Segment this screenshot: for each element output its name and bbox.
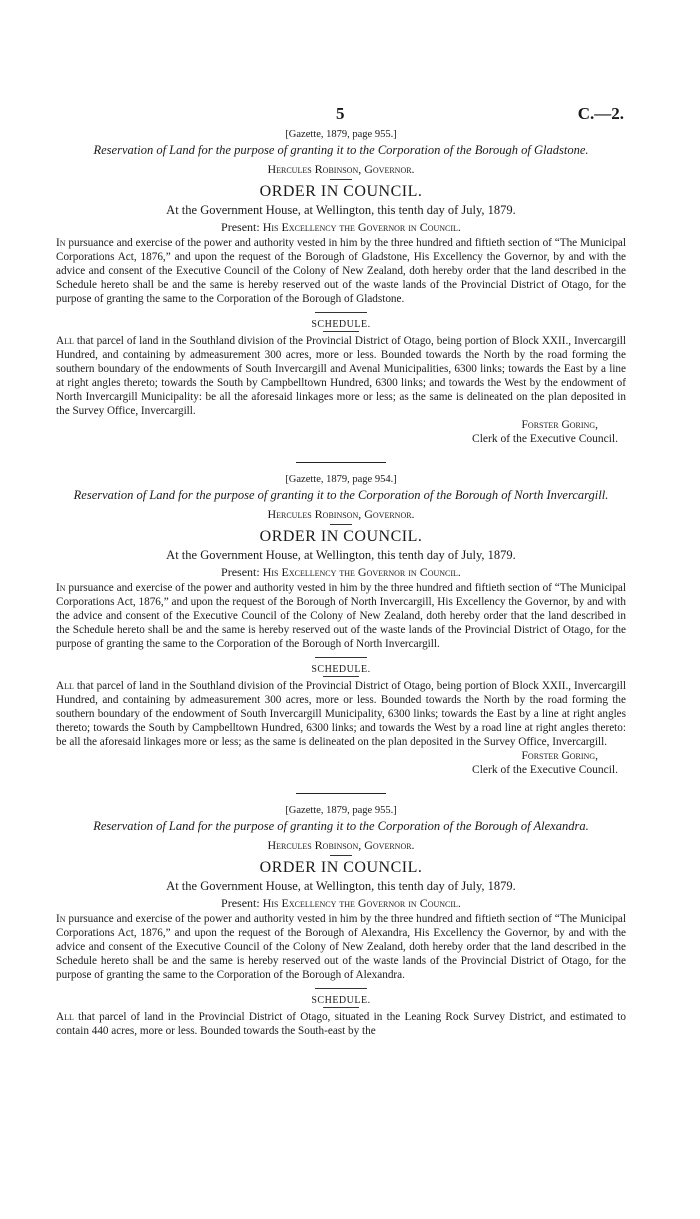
body-lead-word: In [56,237,66,249]
schedule-body [56,1010,626,1038]
order-section-north-invercargill [56,473,626,777]
present-label: Present: [221,220,260,234]
present-text: His Excellency the Governor in Council. [262,220,461,234]
page-number: 5 [336,104,345,123]
schedule-body [56,679,626,749]
governor-line: Hercules Robinson, Governor. [267,838,415,852]
section-divider [296,462,386,463]
order-section-gladstone [56,128,626,446]
divider [315,312,367,313]
schedule-lead-word: All [56,335,74,347]
present-line [56,219,626,235]
schedule-text: that parcel of land in the Southland division of the Provincial District of Otago, being portion of Block XXII., Invercargill Hundred, and containing by admeasurement 300 acres, more or less. Bounded towards the North by the road forming the southern boundary of the endowment of South Invercargill Municipality, 6300 links; towards the East by a line at right angles thereto; towards the South by Campbelltown Hundred, 6300 links; and towards the West by a road line at right angles thereto: be all the aforesaid linkages more or less; as the same is delineated on the plan deposited in the Survey Office, Invercargill. [56,680,627,748]
divider [315,988,367,989]
page-header [0,104,700,124]
section-title: Reservation of Land for the purpose of granting it to the Corporation of the Borough of North Invercargill. [73,488,609,502]
divider [315,657,367,658]
order-heading: ORDER IN COUNCIL. [259,183,423,200]
section-title: Reservation of Land for the purpose of granting it to the Corporation of the Borough of Gladstone. [93,143,589,157]
schedule-heading: SCHEDULE. [311,664,371,675]
order-heading: ORDER IN COUNCIL. [259,859,423,876]
government-house-line: At the Government House, at Wellington, this tenth day of July, 1879. [166,203,516,217]
divider [330,524,352,525]
governor-line: Hercules Robinson, Governor. [267,507,415,521]
gazette-reference: [Gazette, 1879, page 955.] [285,805,397,816]
present-label: Present: [221,565,260,579]
body-text: pursuance and exercise of the power and authority vested in him by the three hundred and fiftieth section of “The Municipal Corporations Act, 1876,” and upon the request of the Borough of Alexandra, His Excellency the Governor, by and with the advice and consent of the Executive Council of the Colony of New Zealand, doth hereby order that the land described in the Schedule hereto shall be and the same is hereby reserved out of the waste lands of the Provincial District of Otago, for the purpose of granting the same to the Corporation of the Borough of Alexandra. [56,913,626,981]
present-line [56,564,626,580]
signatory-title: Clerk of the Executive Council. [472,764,618,776]
body-text: pursuance and exercise of the power and authority vested in him by the three hundred and fiftieth section of “The Municipal Corporations Act, 1876,” and upon the request of the Borough of Gladstone, His Excellency the Governor, by and with the advice and consent of the Executive Council of the Colony of New Zealand, doth hereby order that the land described in the Schedule hereto shall be and the same is hereby reserved out of the waste lands of the Provincial District of Otago, for the purpose of granting the same to the Corporation of the Borough of Gladstone. [56,237,626,305]
schedule-heading: SCHEDULE. [311,319,371,330]
document-reference: C.—2. [577,104,624,123]
present-text: His Excellency the Governor in Council. [262,565,461,579]
body-text: pursuance and exercise of the power and authority vested in him by the three hundred and fiftieth section of “The Municipal Corporations Act, 1876,” and upon the request of the Borough of North Invercargill, His Excellency the Governor, by and with the advice and consent of the Executive Council of the Colony of New Zealand, doth hereby order that the land described in the Schedule hereto shall be and the same is hereby reserved out of the waste lands of the Provincial District of Otago, for the purpose of granting the same to the Corporation of the Borough of North Invercargill. [56,582,626,650]
divider [323,331,359,332]
schedule-heading: SCHEDULE. [311,995,371,1006]
gazette-reference: [Gazette, 1879, page 954.] [285,474,397,485]
present-text: His Excellency the Governor in Council. [262,896,461,910]
schedule-text: that parcel of land in the Southland division of the Provincial District of Otago, being portion of Block XXII., Invercargill Hundred, and containing by admeasurement 300 acres, more or less. Bounded towards the North by the road forming the southern boundary of the endowments of South Invercargill and Avenal Municipalities, 6300 links; towards the East by a line at right angles thereto; towards the South by Campbelltown Hundred, 6300 links; and towards the West by the endowment of North Invercargill Municipality: be all the aforesaid linkages more or less; as the same is delineated on the plan deposited in the Survey Office, Invercargill. [56,335,627,417]
divider [330,855,352,856]
signature-block [56,749,626,777]
order-body [56,912,626,982]
schedule-lead-word: All [56,1011,74,1023]
page-content [56,128,626,1038]
body-lead-word: In [56,582,66,594]
section-divider [296,793,386,794]
divider [323,676,359,677]
order-section-alexandra [56,804,626,1038]
present-line [56,895,626,911]
divider [330,179,352,180]
divider [323,1007,359,1008]
order-body [56,581,626,651]
order-heading: ORDER IN COUNCIL. [259,528,423,545]
signatory-name: Forster Goring, [521,750,598,762]
schedule-lead-word: All [56,680,74,692]
schedule-body [56,334,626,418]
present-label: Present: [221,896,260,910]
signatory-title: Clerk of the Executive Council. [472,433,618,445]
government-house-line: At the Government House, at Wellington, this tenth day of July, 1879. [166,879,516,893]
governor-line: Hercules Robinson, Governor. [267,162,415,176]
signatory-name: Forster Goring, [521,419,598,431]
section-title: Reservation of Land for the purpose of granting it to the Corporation of the Borough of Alexandra. [93,819,589,833]
government-house-line: At the Government House, at Wellington, this tenth day of July, 1879. [166,548,516,562]
gazette-reference: [Gazette, 1879, page 955.] [285,129,397,140]
signature-block [56,418,626,446]
schedule-text: that parcel of land in the Provincial District of Otago, situated in the Leaning Rock Survey District, and estimated to contain 440 acres, more or less. Bounded towards the South-east by the [56,1011,626,1037]
order-body [56,236,626,306]
body-lead-word: In [56,913,66,925]
